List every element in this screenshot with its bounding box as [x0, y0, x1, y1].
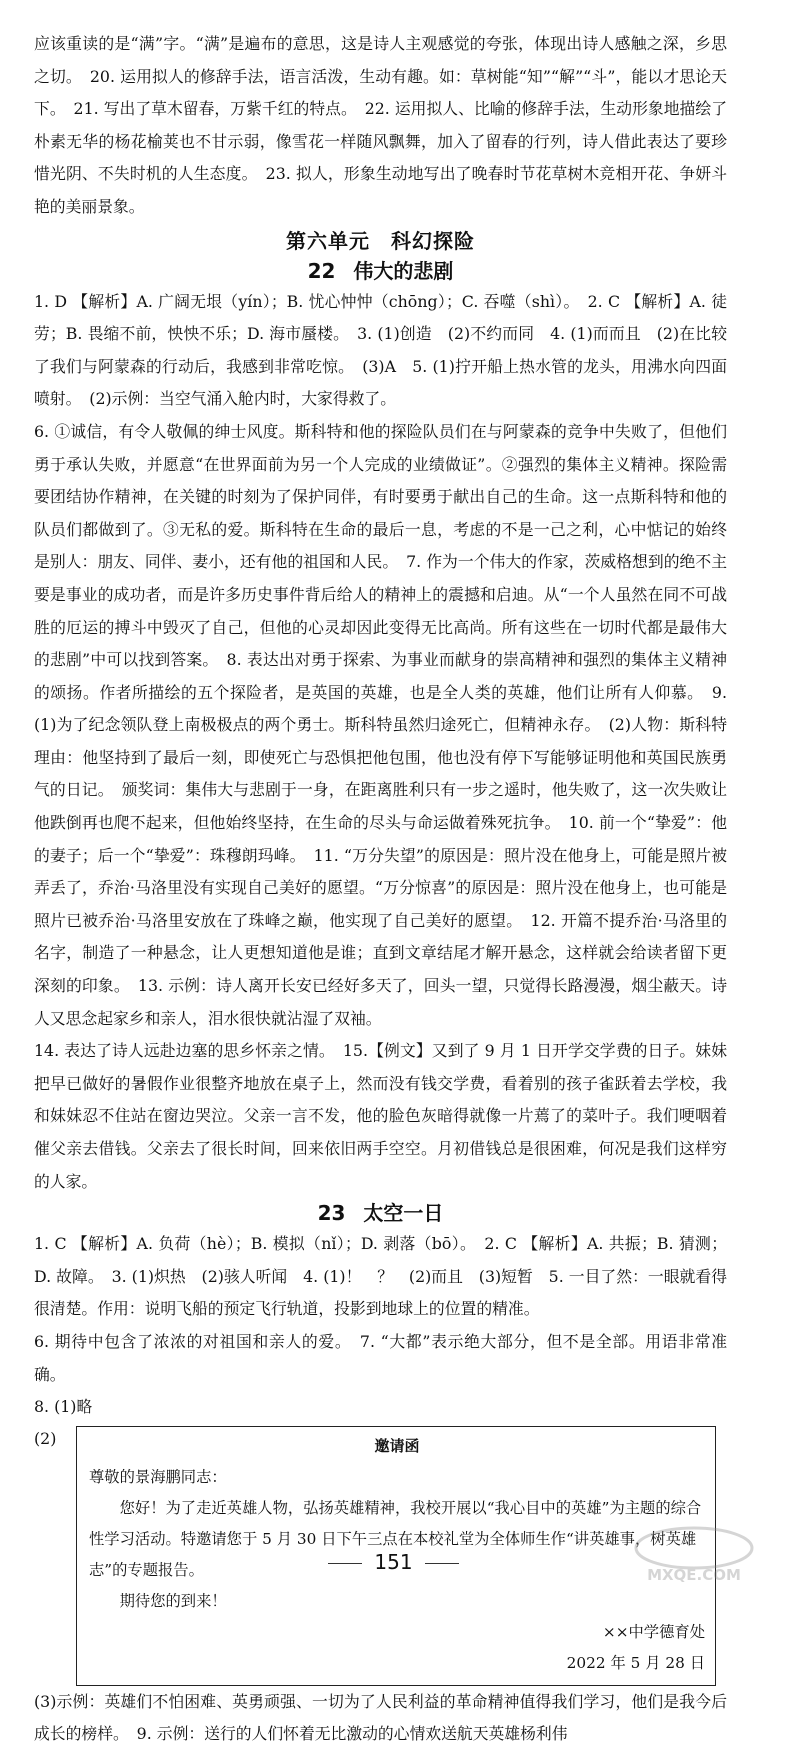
svg-text:MXQE.COM: MXQE.COM — [647, 1566, 741, 1584]
lesson-22-name: 伟大的悲剧 — [353, 258, 454, 283]
lesson-22-answers: 1. D 【解析】A. 广阔无垠（yín）；B. 忧心忡忡（chōng）；C. 吞噬（shì）。 2. C 【解析】A. 徒劳；B. 畏缩不前，怏怏不乐；D. 海市蜃楼。 3. (1)创造 (2)不约而同 4. (1)而而且 (2)在比较了我们与阿蒙森的行动后，我感到非常吃惊。 (3)A 5. (1)拧开船上热水管的龙头，用沸水向四面喷射。 (2)示例：当空气涌入舱内时，大家得救了。 6. ①诚信，有令人敬佩的绅士风度。斯科特和他的探险队员们在与阿蒙森的竞争中失败了，但他们勇于承认失败，并愿意“在世界面前为另一个人完成的业绩做证”。②强烈的集体主义精神。探险需要团结协作精神，在关键的时刻为了保护同伴，有时要勇于献出自己的生命。这一点斯科特和他的队员们都做到了。③无私的爱。斯科特在生命的最后一息，考虑的不是一己之利，心中惦记的始终是别人：朋友、同伴、妻小，还有他的祖国和人民。 7. 作为一个伟大的作家，茨威格想到的绝不主要是事业的成功者，而是许多历史事件背后给人的精神上的震撼和启迪。从“一个人虽然在同不可战胜的厄运的搏斗中毁灭了自己，但他的心灵却因此变得无比高尚。所有这些在一切时代都是最伟大的悲剧”中可以找到答案。 8. 表达出对勇于探索、为事业而献身的崇高精神和强烈的集体主义精神的颂扬。作者所描绘的五个探险者，是英国的英雄，也是全人类的英雄，他们让所有人仰慕。 9. (1)为了纪念领队登上南极极点的两个勇士。斯科特虽然归途死亡，但精神永存。 (2)人物：斯科特 理由：他坚持到了最后一刻，即使死亡与恐惧把他包围，他也没有停下写能够证明他和英国民族勇气的日记。 颁奖词：集伟大与悲剧于一身，在距离胜利只有一步之遥时，他失败了，这一次失败让他跌倒再也爬不起来，但他始终坚持，在生命的尽头与命运做着殊死抗争。 10. 前一个“挚爱”：他的妻子；后一个“挚爱”：珠穆朗玛峰。 11. “万分失望”的原因是：照片没在他身上，可能是照片被弄丢了，乔治·马洛里没有实现自己美好的愿望。“万分惊喜”的原因是：照片没在他身上，也可能是照片已被乔治·马洛里安放在了珠峰之巅，他实现了自己美好的愿望。 12. 开篇不提乔治·马洛里的名字，制造了一种悬念，让人更想知道他是谁；直到文章结尾才解开悬念，这样就会给读者留下更深刻的印象。 13. 示例：诗人离开长安已经好多天了，回头一望，只觉得长路漫漫，烟尘蔽天。诗人又思念起家乡和亲人，泪水很快就沾湿了双袖。 14. 表达了诗人远赴边塞的思乡怀亲之情。 15.【例文】又到了 9 月 1 日开学交学费的日子。妹妹把早已做好的暑假作业很整齐地放在桌子上，然而没有钱交学费，看着别的孩子雀跃着去学校，我和妹妹忍不住站在窗边哭泣。父亲一言不发，他的脸色灰暗得就像一片蔫了的菜叶子。我们哽咽着催父亲去借钱。父亲去了很长时间，回来依旧两手空空。月初借钱总是很困难，何况是我们这样穷的人家。 — [34, 291, 727, 1191]
intro-paragraph: 应该重读的是“满”字。“满”是遍布的意思，这是诗人主观感觉的夸张，体现出诗人感触之深，乡思之切。 20. 运用拟人的修辞手法，语言活泼，生动有趣。如：草树能“知”“解”“斗”，能以才思论天下。 21. 写出了草木留春，万紫千红的特点。 22. 运用拟人、比喻的修辞手法，生动形象地描绘了朴素无华的杨花榆荚也不甘示弱，像雪花一样随风飘舞，加入了留春的行列，诗人借此表达了要珍惜光阴、不失时机的人生态度。 23. 拟人，形象生动地写出了晚春时节花草树木竞相开花、争妍斗艳的美丽景象。 — [34, 34, 727, 216]
letter-date: 2022 年 5 月 28 日 — [566, 1653, 705, 1672]
letter-body: 您好！为了走近英雄人物，弘扬英雄精神，我校开展以“我心目中的英雄”为主题的综合性学习活动。特邀请您于 5 月 30 日下午三点在本校礼堂为全体师生作“讲英雄事，树英雄志”的专题报告。 — [89, 1498, 702, 1579]
page-number-dash-right — [425, 1563, 459, 1564]
lesson-23-answers: 1. C 【解析】A. 负荷（hè）；B. 模拟（nǐ）；D. 剥落（bō）。 2. C 【解析】A. 共振；B. 猜测；D. 故障。 3. (1)炽热 (2)骇人听闻 4. (1)！ ？ (2)而且 (3)短暂 5. 一目了然：一眼就看得很清楚。作用：说明飞船的预定飞行轨道，投影到地球上的位置的精准。 6. 期待中包含了浓浓的对祖国和亲人的爱。 7. “大都”表示绝大部分，但不是全部。用语非常准确。 8. (1)略 — [34, 1234, 727, 1417]
page-number-dash-left — [328, 1563, 362, 1564]
lesson-23-closing: (3)示例：英雄们不怕困难、英勇顽强、一切为了人民利益的革命精神值得我们学习，他们是我今后成长的榜样。 9. 示例：送行的人们怀着无比激动的心情欢送航天英雄杨利伟 — [34, 1691, 727, 1744]
letter-title: 邀请函 — [374, 1436, 420, 1455]
letter-item-mark: (2) — [34, 1428, 57, 1448]
lesson-23-number: 23 — [317, 1201, 346, 1226]
lesson-23-title — [34, 1198, 727, 1228]
lesson-22-number: 22 — [307, 258, 336, 283]
letter-sender: ××中学德育处 — [602, 1622, 705, 1641]
watermark-logo — [619, 1524, 769, 1586]
unit-title: 第六单元 科幻探险 — [286, 228, 475, 253]
lesson-22-title — [34, 256, 727, 286]
lesson-23-name: 太空一日 — [363, 1201, 444, 1226]
page-number-text: 151 — [374, 1550, 413, 1574]
letter-salutation: 尊敬的景海鹏同志： — [89, 1467, 227, 1486]
letter-closing: 期待您的到来！ — [119, 1591, 227, 1610]
